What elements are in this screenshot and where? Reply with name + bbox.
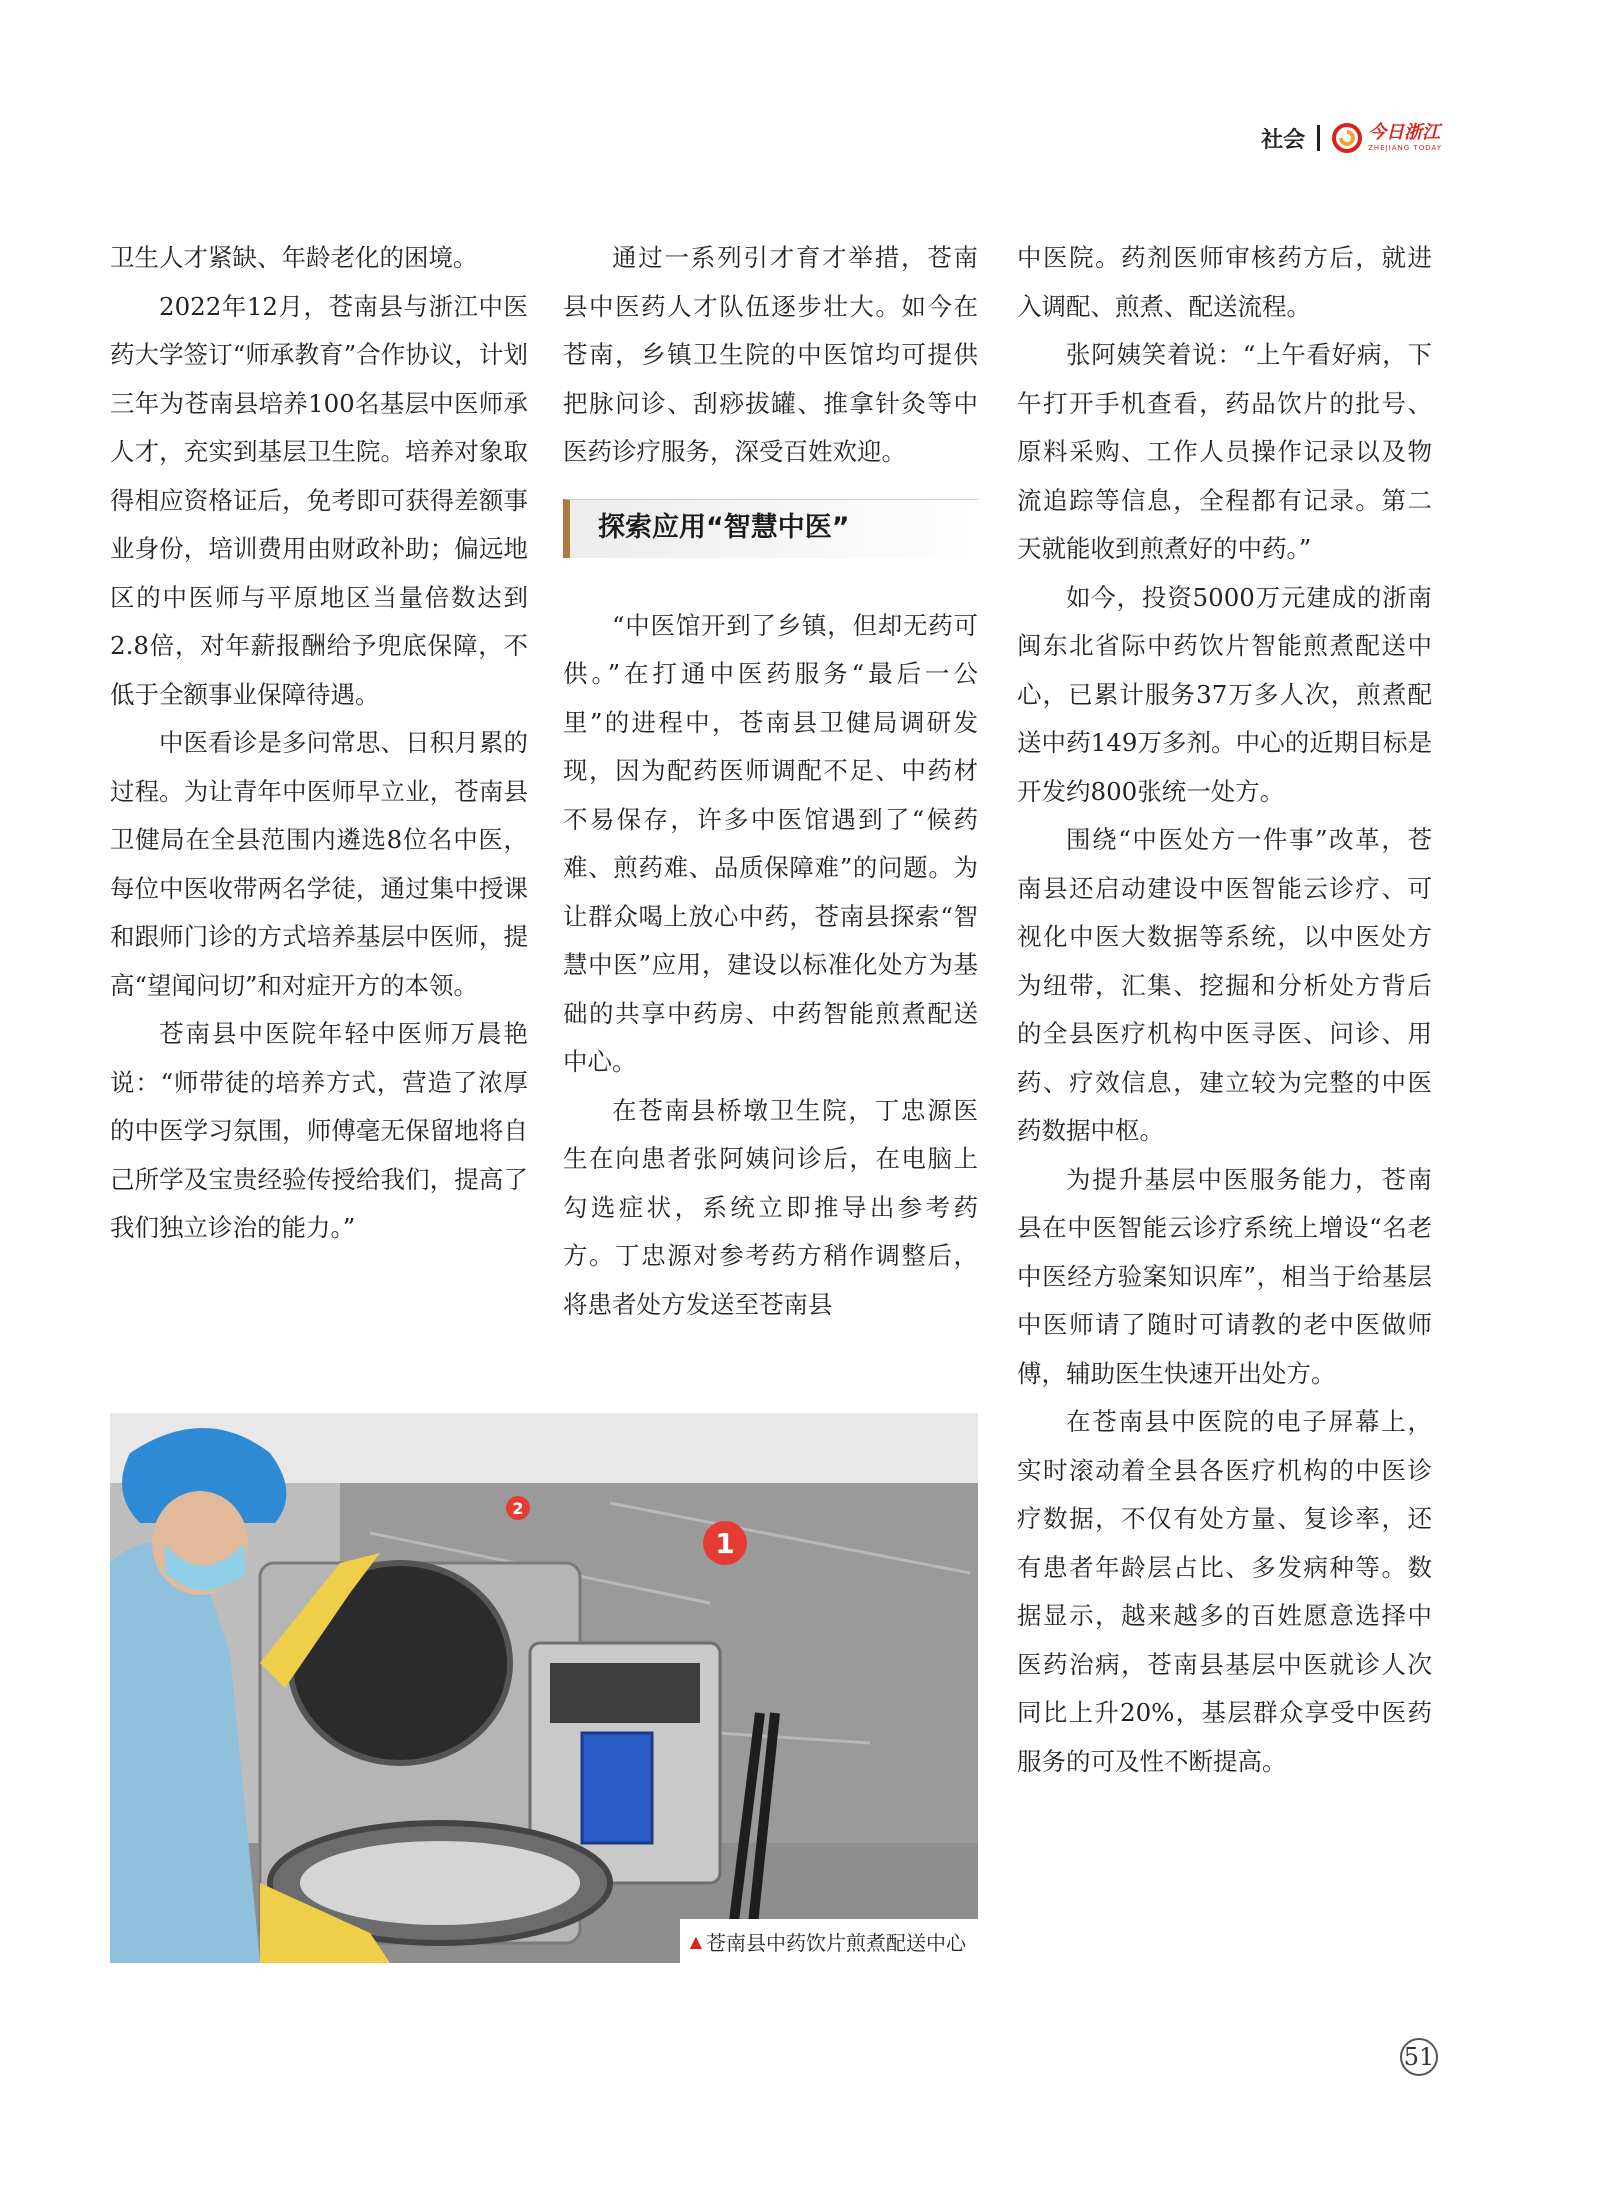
page-header xyxy=(1261,118,1442,158)
logo-swirl-icon xyxy=(1332,123,1362,153)
subheading-box xyxy=(563,499,978,558)
photo-caption xyxy=(680,1919,978,1963)
logo-chinese-text: 今日浙江 xyxy=(1368,122,1441,143)
caption-triangle-icon: ▲ xyxy=(689,1931,702,1951)
paragraph: 通过一系列引才育才举措，苍南县中医药人才队伍逐步壮大。如今在苍南，乡镇卫生院的中医馆均可提供把脉问诊、刮痧拔罐、推拿针灸等中医药诊疗服务，深受百姓欢迎。 xyxy=(563,243,978,466)
section-label: 社会 xyxy=(1261,127,1306,153)
photo-marker-2: 2 xyxy=(512,1499,524,1518)
article-column-3 xyxy=(1017,234,1432,1786)
paragraph: 2022年12月，苍南县与浙江中医药大学签订“师承教育”合作协议，计划三年为苍南县培养100名基层中医师承人才，充实到基层卫生院。培养对象取得相应资格证后，免考即可获得差额事业身份，培训费用由财政补助；偏远地区的中医师与平原地区当量倍数达到2.8倍，对年薪报酬给予兜底保障，不低于全额事业保障待遇。 xyxy=(110,291,528,709)
magazine-logo xyxy=(1332,123,1442,153)
logo-english-text: ZHEJIANG TODAY xyxy=(1368,144,1442,152)
paragraph: 在苍南县中医院的电子屏幕上，实时滚动着全县各医疗机构的中医诊疗数据，不仅有处方量、复诊率，还有患者年龄层占比、多发病种等。数据显示，越来越多的百姓愿意选择中医药治病，苍南县基层中医就诊人次同比上升20%，基层群众享受中医药服务的可及性不断提高。 xyxy=(1017,1407,1432,1776)
caption-text: 苍南县中药饮片煎煮配送中心 xyxy=(706,1930,966,1955)
page-number: 51 xyxy=(1400,2038,1438,2076)
paragraph: 中医看诊是多问常思、日积月累的过程。为让青年中医师早立业，苍南县卫健局在全县范围内遴选8位名中医，每位中医收带两名学徒，通过集中授课和跟师门诊的方式培养基层中医师，提高“望闻问切”和对症开方的本领。 xyxy=(110,728,528,1000)
paragraph: 中医院。药剂医师审核药方后，就进入调配、煎煮、配送流程。 xyxy=(1017,243,1432,321)
paragraph: 为提升基层中医服务能力，苍南县在中医智能云诊疗系统上增设“名老中医经方验案知识库”，相当于给基层中医师请了随时可请教的老中医做师傅，辅助医生快速开出处方。 xyxy=(1017,1164,1432,1388)
paragraph: 张阿姨笑着说：“上午看好病，下午打开手机查看，药品饮片的批号、原料采购、工作人员操作记录以及物流追踪等信息，全程都有记录。第二天就能收到煎煮好的中药。” xyxy=(1017,340,1432,563)
article-photo xyxy=(110,1413,978,1963)
paragraph: 如今，投资5000万元建成的浙南闽东北省际中药饮片智能煎煮配送中心，已累计服务37万多人次，煎煮配送中药149万多剂。中心的近期目标是开发约800张统一处方。 xyxy=(1017,582,1432,806)
paragraph: 围绕“中医处方一件事”改革，苍南县还启动建设中医智能云诊疗、可视化中医大数据等系统，以中医处方为纽带，汇集、挖掘和分析处方背后的全县医疗机构中医寻医、问诊、用药、疗效信息，建立较为完整的中医药数据中枢。 xyxy=(1017,825,1432,1145)
article-column-2 xyxy=(563,234,978,1329)
paragraph: 卫生人才紧缺、年龄老化的困境。 xyxy=(110,243,478,272)
article-column-1 xyxy=(110,234,528,1253)
photo-marker-1: 1 xyxy=(715,1527,735,1560)
paragraph: “中医馆开到了乡镇，但却无药可供。”在打通中医药服务“最后一公里”的进程中，苍南县卫健局调研发现，因为配药医师调配不足、中药材不易保存，许多中医馆遇到了“候药难、煎药难、品质保障难”的问题。为让群众喝上放心中药，苍南县探索“智慧中医”应用，建设以标准化处方为基础的共享中药房、中药智能煎煮配送中心。 xyxy=(563,610,978,1076)
paragraph: 苍南县中医院年轻中医师万晨艳说：“师带徒的培养方式，营造了浓厚的中医学习氛围，师傅毫无保留地将自己所学及宝贵经验传授给我们，提高了我们独立诊治的能力。” xyxy=(110,1019,528,1242)
photo-illustration xyxy=(110,1413,978,1963)
paragraph: 在苍南县桥墩卫生院，丁忠源医生在向患者张阿姨问诊后，在电脑上勾选症状，系统立即推导出参考药方。丁忠源对参考药方稍作调整后，将患者处方发送至苍南县 xyxy=(563,1095,978,1319)
subheading: 探索应用“智慧中医” xyxy=(598,511,850,543)
header-divider xyxy=(1317,125,1320,151)
